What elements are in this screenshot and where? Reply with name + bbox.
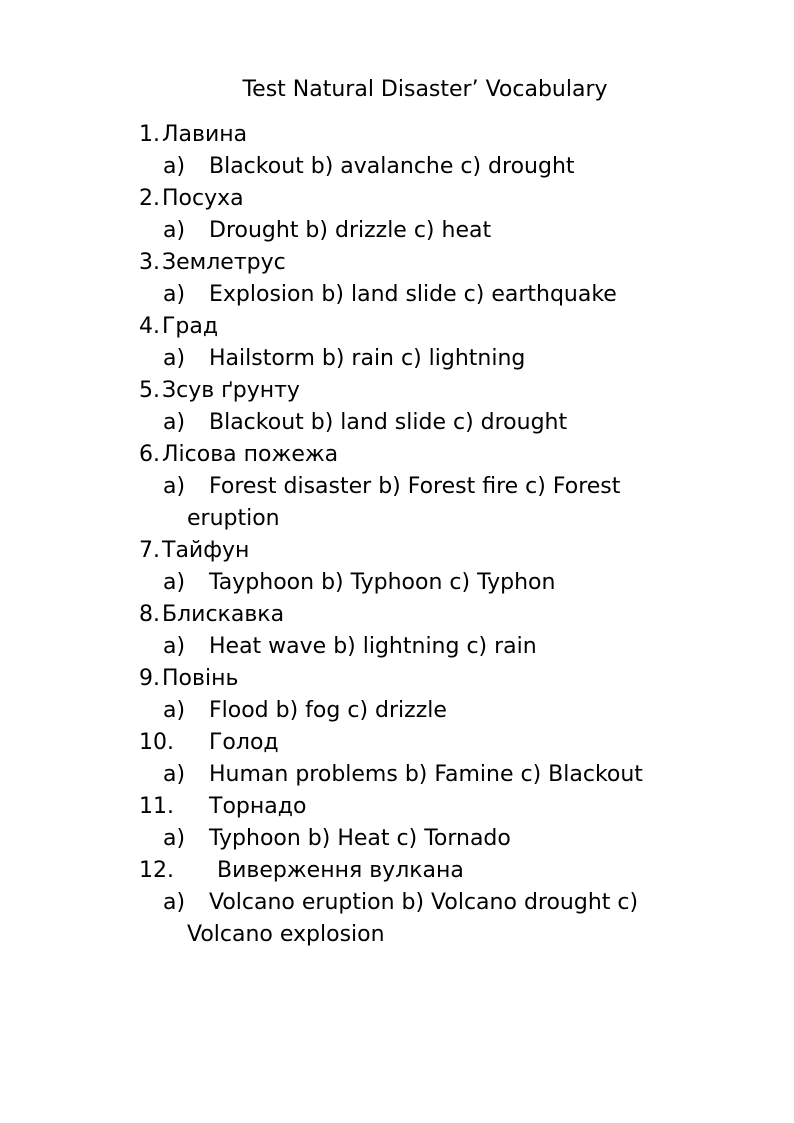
question-number: 9. <box>139 666 160 691</box>
question-number: 10. <box>139 730 174 755</box>
question-number: 5. <box>139 378 160 403</box>
question-item <box>0 183 794 247</box>
answer-line <box>0 567 794 599</box>
answer-marker: a) <box>163 282 186 307</box>
question-list <box>0 119 794 951</box>
question-word: Тайфун <box>162 538 250 563</box>
question-number: 8. <box>139 602 160 627</box>
answer-continuation: eruption <box>187 506 280 531</box>
question-word: Лавина <box>162 122 248 147</box>
question-number: 1. <box>139 122 160 147</box>
question-word: Посуха <box>162 186 244 211</box>
test-title: Test Natural Disaster’ Vocabulary <box>242 77 608 102</box>
question-number: 2. <box>139 186 160 211</box>
answer-line <box>0 279 794 311</box>
answer-options: Heat wave b) lightning c) rain <box>209 634 537 659</box>
answer-line <box>0 759 794 791</box>
answer-line <box>0 695 794 727</box>
question-word: Повінь <box>162 666 239 691</box>
answer-marker: a) <box>163 890 186 915</box>
answer-line <box>0 407 794 439</box>
question-word: Зсув ґрунту <box>162 378 300 403</box>
question-number: 12. <box>139 858 174 883</box>
question-item <box>0 599 794 663</box>
answer-marker: a) <box>163 154 186 179</box>
answer-line <box>0 631 794 663</box>
question-word: Лісова пожежа <box>162 442 339 467</box>
question-word: Торнадо <box>209 794 307 819</box>
question-line <box>0 183 794 215</box>
answer-options: Explosion b) land slide c) earthquake <box>209 282 617 307</box>
answer-marker: a) <box>163 346 186 371</box>
question-number: 7. <box>139 538 160 563</box>
question-word: Блискавка <box>162 602 285 627</box>
answer-continuation: Volcano explosion <box>187 922 385 947</box>
question-line <box>0 247 794 279</box>
answer-marker: a) <box>163 218 186 243</box>
question-line <box>0 791 794 823</box>
question-item <box>0 439 794 535</box>
question-item <box>0 727 794 791</box>
question-number: 11. <box>139 794 174 819</box>
question-number: 4. <box>139 314 160 339</box>
answer-options: Tayphoon b) Typhoon c) Typhon <box>209 570 556 595</box>
answer-marker: a) <box>163 762 186 787</box>
question-line <box>0 375 794 407</box>
answer-options: Blackout b) land slide c) drought <box>209 410 568 435</box>
question-item <box>0 247 794 311</box>
answer-options: Hailstorm b) rain c) lightning <box>209 346 526 371</box>
question-item <box>0 855 794 951</box>
answer-line <box>0 823 794 855</box>
question-line <box>0 599 794 631</box>
answer-line <box>0 151 794 183</box>
answer-marker: a) <box>163 410 186 435</box>
answer-options: Volcano eruption b) Volcano drought c) <box>209 890 639 915</box>
answer-line <box>0 887 794 919</box>
question-line <box>0 727 794 759</box>
answer-options: Typhoon b) Heat c) Tornado <box>209 826 511 851</box>
answer-marker: a) <box>163 826 186 851</box>
answer-continuation-line <box>0 919 794 951</box>
answer-marker: a) <box>163 570 186 595</box>
question-item <box>0 375 794 439</box>
question-item <box>0 535 794 599</box>
question-line <box>0 535 794 567</box>
question-line <box>0 663 794 695</box>
question-line <box>0 311 794 343</box>
question-line <box>0 119 794 151</box>
question-item <box>0 119 794 183</box>
question-word: Голод <box>209 730 279 755</box>
answer-options: Blackout b) avalanche c) drought <box>209 154 575 179</box>
answer-marker: a) <box>163 698 186 723</box>
answer-marker: a) <box>163 474 186 499</box>
question-word: Виверження вулкана <box>217 858 464 883</box>
answer-options: Forest disaster b) Forest fire c) Forest <box>209 474 621 499</box>
question-word: Град <box>162 314 219 339</box>
question-item <box>0 791 794 855</box>
question-line <box>0 855 794 887</box>
question-line <box>0 439 794 471</box>
question-item <box>0 663 794 727</box>
question-word: Землетрус <box>162 250 286 275</box>
answer-options: Drought b) drizzle c) heat <box>209 218 492 243</box>
answer-options: Human problems b) Famine c) Blackout <box>209 762 643 787</box>
question-number: 6. <box>139 442 160 467</box>
answer-continuation-line <box>0 503 794 535</box>
answer-line <box>0 471 794 503</box>
answer-options: Flood b) fog c) drizzle <box>209 698 447 723</box>
question-item <box>0 311 794 375</box>
question-number: 3. <box>139 250 160 275</box>
answer-line <box>0 343 794 375</box>
answer-line <box>0 215 794 247</box>
answer-marker: a) <box>163 634 186 659</box>
